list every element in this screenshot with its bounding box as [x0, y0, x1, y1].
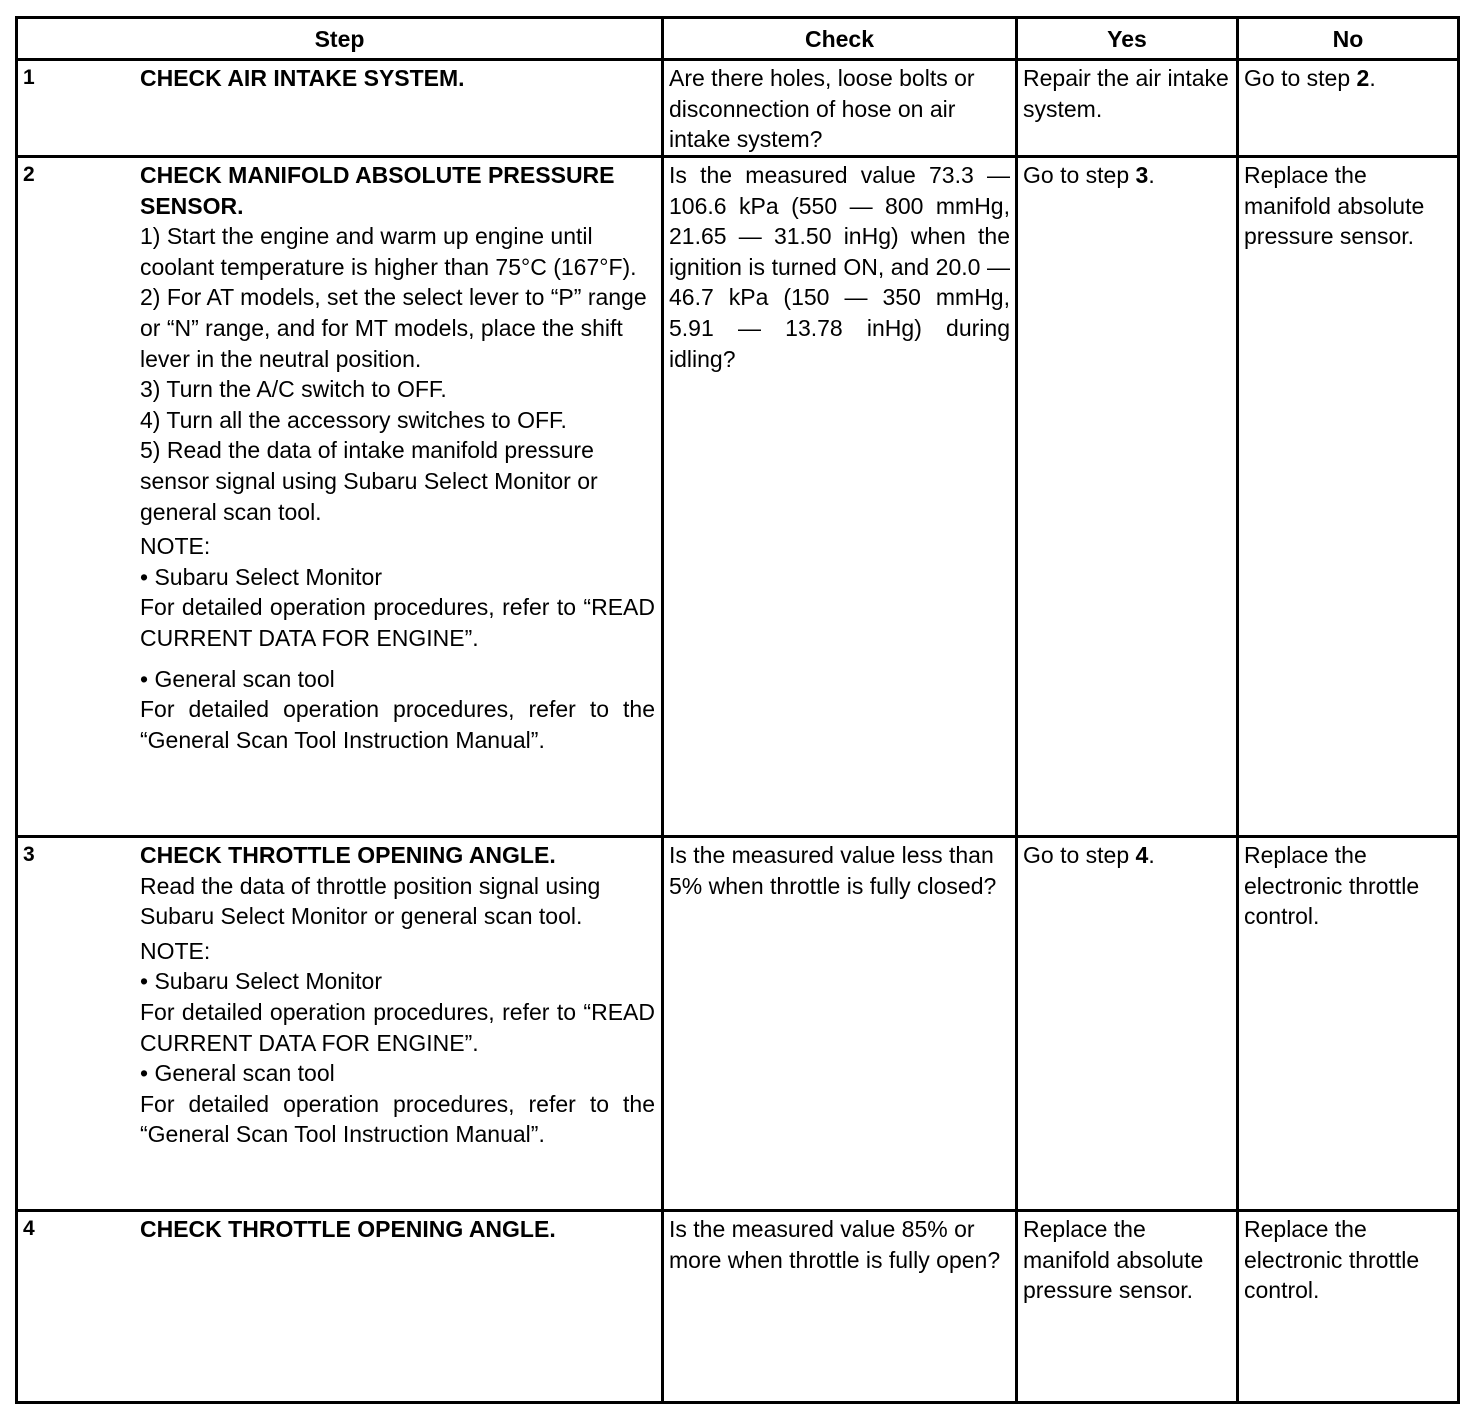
no-cell-3 — [1238, 837, 1459, 1211]
yes-cell-2 — [1017, 157, 1238, 837]
step-title: CHECK MANIFOLD ABSOLUTE PRESSURE SENSOR. — [140, 162, 615, 219]
table-row-4 — [17, 1211, 1459, 1403]
yes-text: Repair the air intake system. — [1023, 65, 1229, 122]
note-text: For detailed operation procedures, refer to “READ CURRENT DATA FOR ENGINE”. — [140, 998, 655, 1056]
procedure-step: 1) Start the engine and warm up engine until coolant temperature is higher than 75°C (167°F). — [140, 223, 637, 280]
procedure-step: 2) For AT models, set the select lever to “P” range or “N” range, and for MT models, place the shift lever in the neutral position. — [140, 284, 647, 372]
step-cell-2 — [17, 157, 663, 837]
header-check: Check — [663, 18, 1017, 60]
check-text: Are there holes, loose bolts or disconnection of hose on air intake system? — [669, 65, 975, 153]
note-bullet: • Subaru Select Monitor — [140, 563, 383, 590]
no-cell-4 — [1238, 1211, 1459, 1403]
no-cell-2 — [1238, 157, 1459, 837]
note-label: NOTE: — [140, 533, 211, 560]
step-link: 3 — [1135, 162, 1149, 188]
header-row — [17, 18, 1459, 60]
check-text: Is the measured value 73.3 — 106.6 kPa (550 — 800 mmHg, 21.65 — 31.50 inHg) when the ignition is turned ON, and 20.0 — 46.7 kPa (150 — 350 mmHg, 5.91 — 13.78 inHg) during idling? — [669, 162, 1010, 372]
yes-text: Go to step 4. — [1023, 842, 1155, 868]
yes-cell-4 — [1017, 1211, 1238, 1403]
header-yes: Yes — [1017, 18, 1238, 60]
yes-text: Replace the manifold absolute pressure sensor. — [1023, 1216, 1204, 1304]
note-text: For detailed operation procedures, refer to the “General Scan Tool Instruction Manual”. — [140, 1090, 655, 1148]
procedure-step: 5) Read the data of intake manifold pressure sensor signal using Subaru Select Monitor or general scan tool. — [140, 437, 598, 525]
step-cell-1 — [17, 60, 663, 157]
check-text: Is the measured value less than 5% when throttle is fully closed? — [669, 842, 997, 899]
yes-text: Go to step 3. — [1023, 162, 1155, 188]
table-row-1 — [17, 60, 1459, 157]
note-bullet: • General scan tool — [140, 1060, 335, 1087]
check-cell-2 — [663, 157, 1017, 837]
diagnostic-table — [15, 16, 1460, 1404]
step-link: 2 — [1356, 65, 1370, 91]
procedure-step: 4) Turn all the accessory switches to OFF. — [140, 406, 567, 433]
step-title: CHECK THROTTLE OPENING ANGLE. — [140, 1216, 556, 1242]
note-label: NOTE: — [140, 937, 211, 964]
step-title: CHECK THROTTLE OPENING ANGLE. — [140, 842, 556, 868]
check-cell-4 — [663, 1211, 1017, 1403]
table-row-2 — [17, 157, 1459, 837]
no-cell-1 — [1238, 60, 1459, 157]
table-row-3 — [17, 837, 1459, 1211]
check-cell-3 — [663, 837, 1017, 1211]
step-number: 1 — [23, 66, 35, 89]
note-bullet: • General scan tool — [140, 665, 335, 692]
header-step: Step — [17, 18, 663, 60]
no-text: Go to step 2. — [1244, 65, 1376, 91]
step-number: 2 — [23, 163, 35, 186]
step-cell-4 — [17, 1211, 663, 1403]
note-text: For detailed operation procedures, refer to the “General Scan Tool Instruction Manual”. — [140, 696, 655, 753]
check-cell-1 — [663, 60, 1017, 157]
procedure-step: 3) Turn the A/C switch to OFF. — [140, 376, 447, 403]
step-link: 4 — [1135, 842, 1149, 868]
yes-cell-1 — [1017, 60, 1238, 157]
step-title: CHECK AIR INTAKE SYSTEM. — [140, 65, 465, 91]
step-number: 4 — [23, 1217, 35, 1240]
step-number: 3 — [23, 843, 35, 866]
no-text: Replace the manifold absolute pressure sensor. — [1244, 162, 1425, 250]
note-bullet: • Subaru Select Monitor — [140, 968, 383, 995]
check-text: Is the measured value 85% or more when throttle is fully open? — [669, 1216, 1001, 1273]
no-text: Replace the electronic throttle control. — [1244, 1216, 1420, 1304]
step-body: Read the data of throttle position signal using Subaru Select Monitor or general scan tool. — [140, 872, 601, 930]
note-text: For detailed operation procedures, refer to “READ CURRENT DATA FOR ENGINE”. — [140, 594, 655, 651]
header-no: No — [1238, 18, 1459, 60]
no-text: Replace the electronic throttle control. — [1244, 842, 1420, 930]
yes-cell-3 — [1017, 837, 1238, 1211]
step-cell-3 — [17, 837, 663, 1211]
